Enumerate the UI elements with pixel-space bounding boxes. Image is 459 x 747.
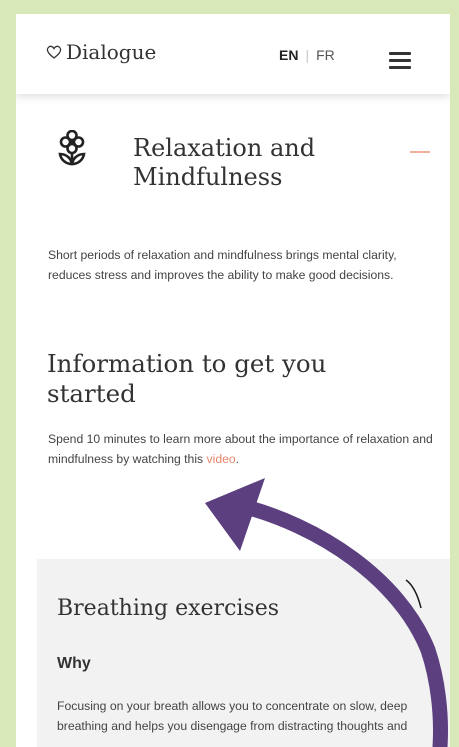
card-paragraph: Focusing on your breath allows you to concentrate on slow, deep breathing and helps you disengage from distracting thoughts and [57, 699, 408, 733]
lang-en-link[interactable]: EN [279, 47, 299, 63]
logo-text: Dialogue [66, 40, 157, 64]
site-header [16, 14, 450, 94]
phone-screen [16, 14, 450, 747]
section-title: Relaxation and Mindfulness [133, 134, 316, 191]
lang-fr-link[interactable]: FR [316, 47, 335, 63]
language-switcher [279, 47, 335, 63]
card-title: Breathing exercises [57, 596, 280, 621]
card-subheading: Why [57, 655, 91, 672]
intro-paragraph: Short periods of relaxation and mindfulness brings mental clarity, reduces stress and improves the ability to make good decisions. [48, 248, 397, 282]
accordion-header[interactable] [56, 122, 436, 202]
info-text-end: . [235, 451, 240, 466]
hamburger-menu-icon[interactable] [389, 52, 411, 68]
logo[interactable] [46, 40, 156, 64]
info-heading: Information to get you started [47, 349, 327, 408]
video-link[interactable]: video [206, 451, 236, 466]
lang-separator: | [305, 47, 310, 63]
breathing-card [37, 559, 450, 747]
info-paragraph [48, 430, 438, 469]
collapse-minus-icon[interactable] [410, 151, 430, 153]
flower-icon [56, 130, 88, 166]
info-text: Spend 10 minutes to learn more about the importance of relaxation and mindfulness by watching this [48, 432, 433, 466]
heart-icon [46, 44, 62, 60]
